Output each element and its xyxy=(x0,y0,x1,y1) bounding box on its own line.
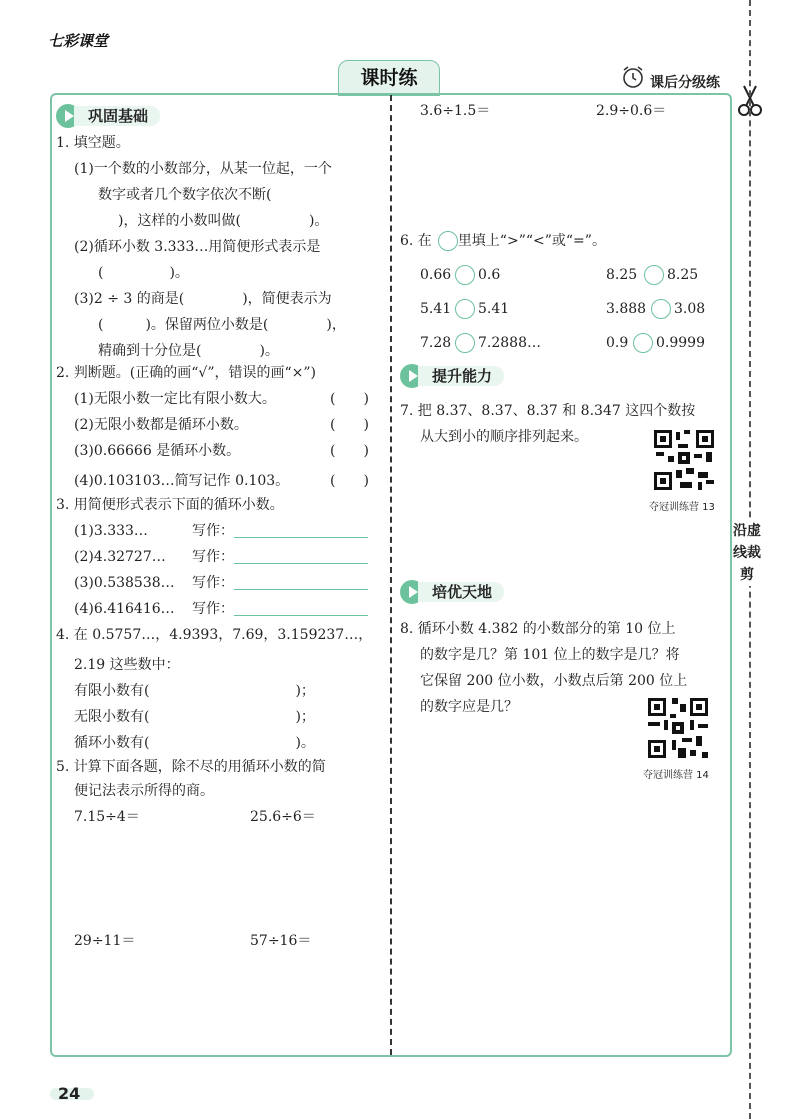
q6-pair-3-b: 5.41 xyxy=(478,301,510,317)
q6-pair-6-a: 0.9 xyxy=(606,335,629,351)
q6-answer-circle-4[interactable] xyxy=(651,299,671,319)
q2-paren-4[interactable]: ( ) xyxy=(330,473,369,489)
q1-p3b: ( )。保留两位小数是( )， xyxy=(98,317,346,333)
q3-write-4: 写作： xyxy=(192,601,234,617)
q6-pair-1-a: 0.66 xyxy=(420,267,452,283)
q5-expr-5: 3.6÷1.5＝ xyxy=(420,103,491,119)
q3-write-1: 写作： xyxy=(192,523,234,539)
q1-p3c: 精确到十分位是( )。 xyxy=(98,343,279,359)
q5-expr-1: 7.15÷4＝ xyxy=(74,809,140,825)
answer-line-4[interactable] xyxy=(234,615,368,616)
q1-p1c: )，这样的小数叫做( )。 xyxy=(118,213,329,229)
q6-pair-4-a: 3.888 xyxy=(606,301,647,317)
q5-expr-3: 29÷11＝ xyxy=(74,933,136,949)
section-title: 提升能力 xyxy=(418,366,504,386)
q6-answer-circle-3[interactable] xyxy=(455,299,475,319)
q3-write-2: 写作： xyxy=(192,549,234,565)
q6-pair-4-b: 3.08 xyxy=(674,301,706,317)
qr-caption-14: 夺冠训练营 14 xyxy=(643,770,709,781)
q3-item-1: (1)3.333… xyxy=(74,523,148,539)
q6-pair-1-b: 0.6 xyxy=(478,267,501,283)
q5-expr-2: 25.6÷6＝ xyxy=(250,809,316,825)
q3-item-2: (2)4.32727… xyxy=(74,549,166,565)
cut-label: 沿虚线裁剪 xyxy=(733,520,761,586)
q6-pair-5-b: 7.2888… xyxy=(478,335,541,351)
section-title: 培优天地 xyxy=(418,582,504,602)
q2-item-3: (3)0.66666 是循环小数。 xyxy=(74,443,241,459)
q1-p2b: ( )。 xyxy=(98,265,189,281)
q1-title: 1. 填空题。 xyxy=(56,135,130,151)
q5-line2: 便记法表示所得的商。 xyxy=(74,783,214,799)
q6-pair-5-a: 7.28 xyxy=(420,335,452,351)
q1-p3a: (3)2 ÷ 3 的商是( )，简便表示为 xyxy=(74,291,332,307)
q6-answer-circle-6[interactable] xyxy=(633,333,653,353)
q8-line3: 它保留 200 位小数，小数点后第 200 位上 xyxy=(420,673,688,689)
q4-c: 循环小数有( )。 xyxy=(74,735,315,751)
q2-item-2: (2)无限小数都是循环小数。 xyxy=(74,417,248,433)
q2-title: 2. 判断题。(正确的画“√”，错误的画“×”) xyxy=(56,365,317,381)
q3-write-3: 写作： xyxy=(192,575,234,591)
q6-answer-circle-5[interactable] xyxy=(455,333,475,353)
q1-p1a: (1)一个数的小数部分，从某一位起，一个 xyxy=(74,161,332,177)
alarm-clock-icon xyxy=(620,64,646,90)
q1-p1b: 数字或者几个数字依次不断( xyxy=(98,187,272,203)
q5-expr-4: 57÷16＝ xyxy=(250,933,312,949)
page-title: 课时练 xyxy=(338,60,440,96)
page-number: 24 xyxy=(58,1084,81,1103)
brand-logo: 七彩课堂 xyxy=(48,32,109,50)
answer-line-1[interactable] xyxy=(234,537,368,538)
qr-caption-13: 夺冠训练营 13 xyxy=(649,502,715,513)
q8-line4: 的数字应是几？ xyxy=(420,699,518,715)
answer-line-2[interactable] xyxy=(234,563,368,564)
section-title: 巩固基础 xyxy=(74,106,160,126)
qr-code-icon[interactable] xyxy=(646,696,710,760)
q6-pair-6-b: 0.9999 xyxy=(656,335,705,351)
q3-item-4: (4)6.416416… xyxy=(74,601,175,617)
q2-paren-1[interactable]: ( ) xyxy=(330,391,369,407)
q3-item-3: (3)0.538538… xyxy=(74,575,175,591)
q6-pair-2-a: 8.25 xyxy=(606,267,638,283)
q2-paren-3[interactable]: ( ) xyxy=(330,443,369,459)
q8-line1: 8. 循环小数 4.382 的小数部分的第 10 位上 xyxy=(400,621,676,637)
q6-answer-circle-1[interactable] xyxy=(455,265,475,285)
qr-code-icon[interactable] xyxy=(652,428,716,492)
q6-title: 6. 在 里填上“>”“<”或“=”。 xyxy=(400,233,606,249)
q4-a: 有限小数有( )； xyxy=(74,683,315,699)
q8-line2: 的数字是几？第 101 位上的数字是几？将 xyxy=(420,647,680,663)
q4-b: 无限小数有( )； xyxy=(74,709,315,725)
column-divider xyxy=(390,95,392,1055)
q5-expr-6: 2.9÷0.6＝ xyxy=(596,103,667,119)
q6-answer-circle-2[interactable] xyxy=(644,265,664,285)
q6-title-circle xyxy=(438,231,458,251)
q4-line2: 2.19 这些数中： xyxy=(74,657,180,673)
q6-pair-3-a: 5.41 xyxy=(420,301,452,317)
q2-paren-2[interactable]: ( ) xyxy=(330,417,369,433)
answer-line-3[interactable] xyxy=(234,589,368,590)
q7-line2: 从大到小的顺序排列起来。 xyxy=(420,429,588,445)
q2-item-1: (1)无限小数一定比有限小数大。 xyxy=(74,391,276,407)
q7-line1: 7. 把 8.37、8.37、8.37 和 8.347 这四个数按 xyxy=(400,403,696,419)
q2-item-4: (4)0.103103…简写记作 0.103。 xyxy=(74,473,290,489)
q6-pair-2-b: 8.25 xyxy=(667,267,699,283)
q4-line1: 4. 在 0.5757…，4.9393，7.69，3.159237…， xyxy=(56,627,373,643)
q5-line1: 5. 计算下面各题，除不尽的用循环小数的简 xyxy=(56,759,326,775)
q1-p2a: (2)循环小数 3.333…用简便形式表示是 xyxy=(74,239,321,255)
q3-title: 3. 用简便形式表示下面的循环小数。 xyxy=(56,497,284,513)
header-subtitle: 课后分级练 xyxy=(650,75,720,91)
